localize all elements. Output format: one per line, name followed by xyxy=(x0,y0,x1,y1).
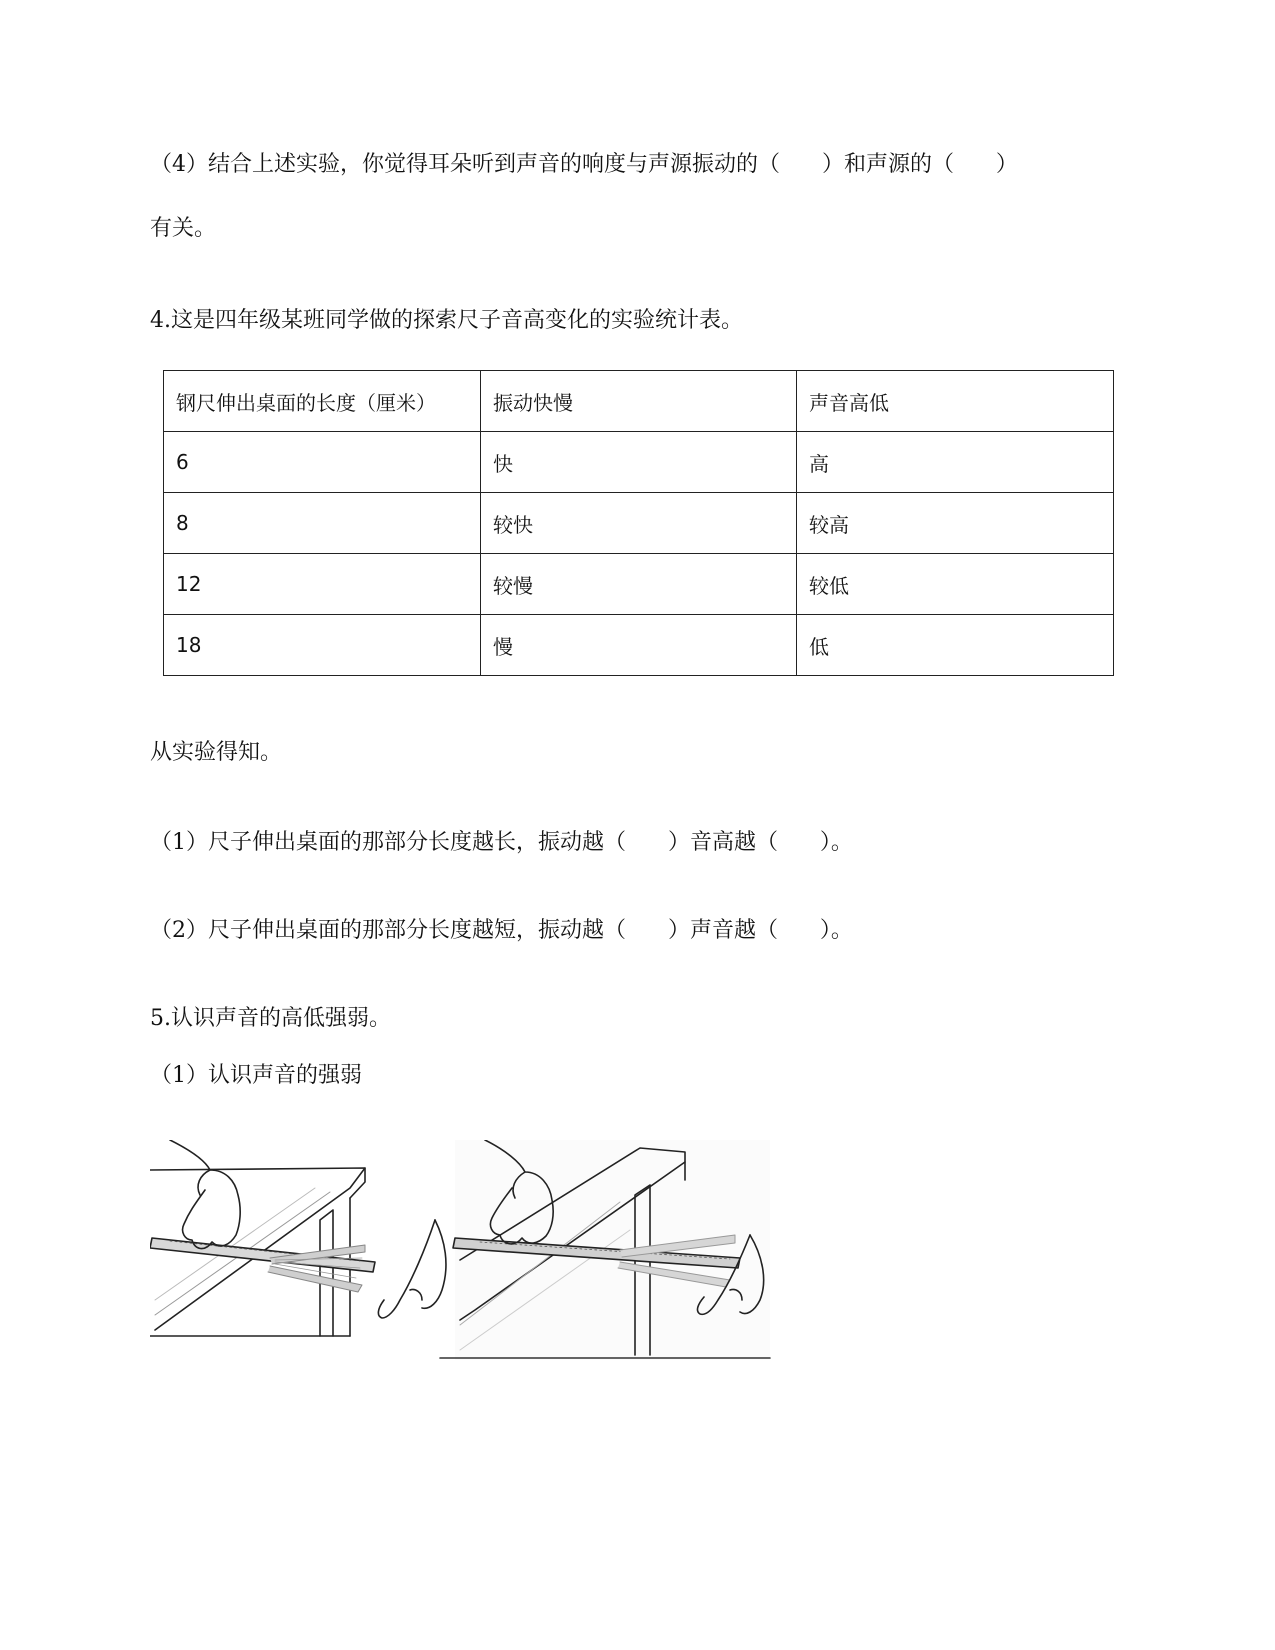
table-cell: 快 xyxy=(481,432,797,493)
table-cell: 较高 xyxy=(797,493,1114,554)
table-cell: 12 xyxy=(164,554,481,615)
table-cell: 低 xyxy=(797,615,1114,676)
conclusion-intro: 从实验得知。 xyxy=(150,740,283,765)
question-4-heading: 4.这是四年级某班同学做的探索尺子音高变化的实验统计表。 xyxy=(150,308,743,333)
table-cell: 较低 xyxy=(797,554,1114,615)
table-cell: 较快 xyxy=(481,493,797,554)
header-cell-length: 钢尺伸出桌面的长度（厘米） xyxy=(164,371,481,432)
q4-sub-question-1: （1）尺子伸出桌面的那部分长度越长，振动越（ ）音高越（ ）。 xyxy=(150,830,853,855)
q4-part4-line1: （4）结合上述实验，你觉得耳朵听到声音的响度与声源振动的（ ）和声源的（ ） xyxy=(150,152,1018,177)
ruler-experiment-figure-1 xyxy=(150,1140,446,1336)
table-row xyxy=(164,432,1114,493)
table-cell: 8 xyxy=(164,493,481,554)
table-cell: 慢 xyxy=(481,615,797,676)
header-cell-pitch: 声音高低 xyxy=(797,371,1114,432)
experiment-table xyxy=(163,370,1114,676)
question-5-heading: 5.认识声音的高低强弱。 xyxy=(150,1006,391,1031)
q4-sub-question-2: （2）尺子伸出桌面的那部分长度越短，振动越（ ）声音越（ ）。 xyxy=(150,918,853,943)
q4-part4-line2: 有关。 xyxy=(150,216,217,241)
table-row xyxy=(164,554,1114,615)
table-cell: 6 xyxy=(164,432,481,493)
table-cell: 较慢 xyxy=(481,554,797,615)
ruler-experiment-figure-2 xyxy=(440,1140,770,1360)
header-cell-vibration: 振动快慢 xyxy=(481,371,797,432)
table-row xyxy=(164,615,1114,676)
table-row xyxy=(164,493,1114,554)
ruler-experiment-illustrations xyxy=(150,1140,810,1370)
q5-sub-question-1: （1）认识声音的强弱 xyxy=(150,1063,362,1088)
table-cell: 18 xyxy=(164,615,481,676)
table-header-row xyxy=(164,371,1114,432)
table-cell: 高 xyxy=(797,432,1114,493)
